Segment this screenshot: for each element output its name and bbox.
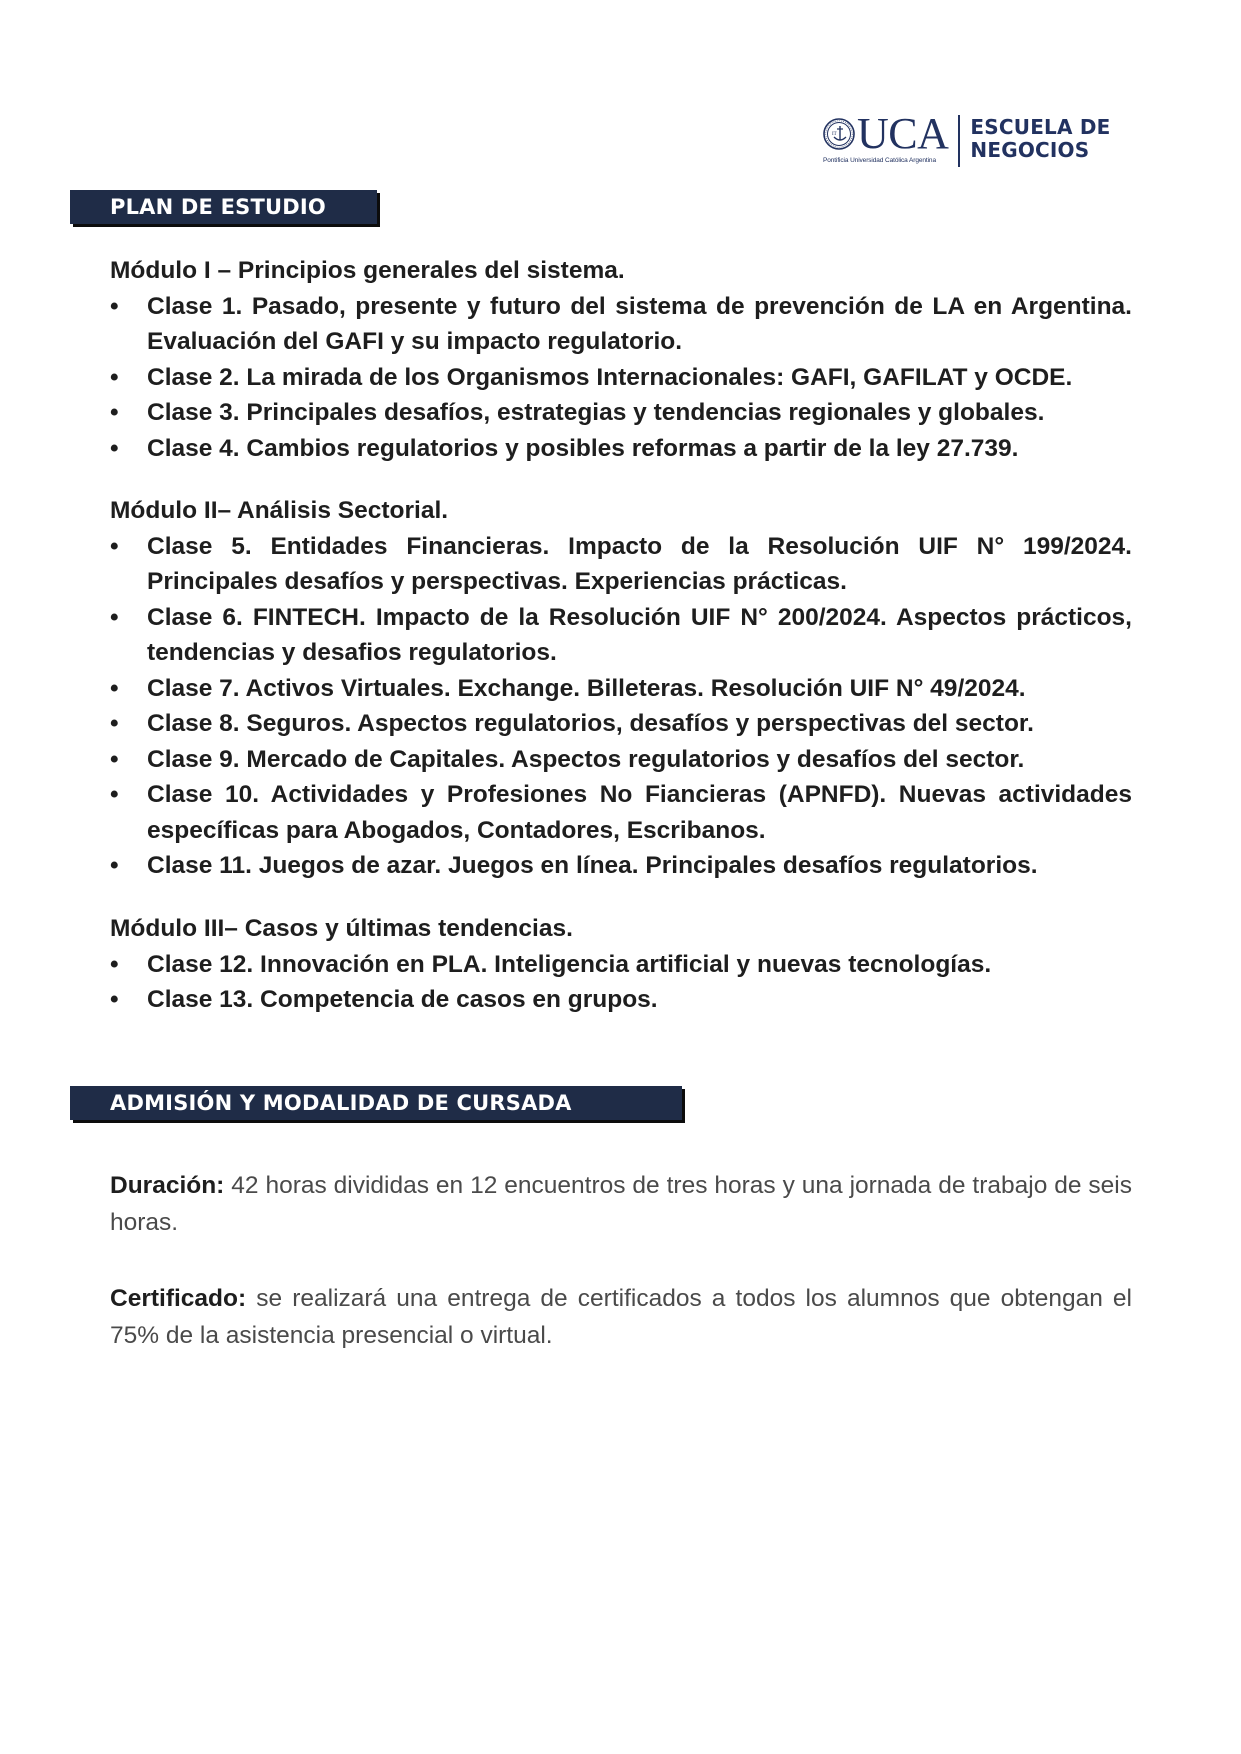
class-text: Clase 7. Activos Virtuales. Exchange. Billeteras. Resolución UIF N° 49/2024. xyxy=(147,674,1026,702)
class-text: Clase 6. FINTECH. Impacto de la Resolución UIF N° 200/2024. Aspectos prácticos, tendencias y desafios regulatorios. xyxy=(147,603,1132,666)
uca-wordmark: UCA xyxy=(857,109,949,158)
class-item xyxy=(110,360,1132,396)
class-item xyxy=(110,848,1132,884)
class-item xyxy=(110,706,1132,742)
university-name: Pontificia Universidad Católica Argentina xyxy=(823,157,936,164)
class-item xyxy=(110,742,1132,778)
class-list xyxy=(110,947,1132,1018)
class-item xyxy=(110,947,1132,983)
certificate-paragraph xyxy=(110,1280,1132,1354)
bullet-icon: • xyxy=(110,674,119,702)
class-text: Clase 4. Cambios regulatorios y posibles reformas a partir de la ley 27.739. xyxy=(147,434,1019,462)
school-name xyxy=(970,116,1110,162)
certificate-text: se realizará una entrega de certificados a todos los alumnos que obtengan el 75% de la asistencia presencial o virtual. xyxy=(110,1284,1132,1349)
bullet-icon: • xyxy=(110,434,119,462)
duration-label: Duración: xyxy=(110,1171,225,1199)
bullet-icon: • xyxy=(110,852,119,879)
school-name-line-2: NEGOCIOS xyxy=(970,138,1090,162)
class-text: Clase 5. Entidades Financieras. Impacto de la Resolución UIF N° 199/2024. Principales desafíos y perspectivas. Experiencias prácticas. xyxy=(147,532,1132,595)
class-item xyxy=(110,982,1132,1018)
bullet-icon: • xyxy=(110,781,119,808)
class-item xyxy=(110,529,1132,600)
module-title: Módulo I – Principios generales del sistema. xyxy=(110,257,625,284)
class-item xyxy=(110,671,1132,707)
section-header-plan-de-estudio: PLAN DE ESTUDIO xyxy=(70,190,377,224)
module-3 xyxy=(110,911,1132,1018)
certificate-label: Certificado: xyxy=(110,1284,247,1312)
logo-divider xyxy=(958,115,960,167)
bullet-icon: • xyxy=(110,710,119,737)
duration-text: 42 horas divididas en 12 encuentros de tres horas y una jornada de trabajo de seis horas. xyxy=(110,1171,1132,1236)
class-item xyxy=(110,395,1132,431)
uca-emblem-icon xyxy=(823,118,855,150)
bullet-icon: • xyxy=(110,986,119,1013)
class-text: Clase 13. Competencia de casos en grupos. xyxy=(147,986,658,1013)
class-list xyxy=(110,289,1132,467)
school-name-line-1: ESCUELA DE xyxy=(970,115,1111,139)
class-text: Clase 9. Mercado de Capitales. Aspectos regulatorios y desafíos del sector. xyxy=(147,745,1025,773)
bullet-icon: • xyxy=(110,532,119,560)
class-item xyxy=(110,431,1132,467)
class-item xyxy=(110,600,1132,671)
uca-logo xyxy=(823,109,949,164)
bullet-icon: • xyxy=(110,745,119,773)
class-text: Clase 12. Innovación en PLA. Inteligencia artificial y nuevas tecnologías. xyxy=(147,950,992,978)
class-text: Clase 1. Pasado, presente y futuro del sistema de prevención de LA en Argentina. Evaluación del GAFI y su impacto regulatorio. xyxy=(147,292,1132,355)
bullet-icon: • xyxy=(110,603,119,631)
class-text: Clase 11. Juegos de azar. Juegos en línea. Principales desafíos regulatorios. xyxy=(147,852,1038,879)
bullet-icon: • xyxy=(110,292,119,320)
bullet-icon: • xyxy=(110,363,119,391)
module-2 xyxy=(110,493,1132,884)
module-title: Módulo III– Casos y últimas tendencias. xyxy=(110,915,573,942)
class-text: Clase 3. Principales desafíos, estrategias y tendencias regionales y globales. xyxy=(147,399,1045,426)
class-text: Clase 8. Seguros. Aspectos regulatorios, desafíos y perspectivas del sector. xyxy=(147,710,1034,737)
class-text: Clase 10. Actividades y Profesiones No Fiancieras (APNFD). Nuevas actividades específicas para Abogados, Contadores, Escribanos. xyxy=(147,781,1132,844)
module-1 xyxy=(110,253,1132,466)
uca-logo-mark xyxy=(823,109,949,158)
module-title: Módulo II– Análisis Sectorial. xyxy=(110,497,449,524)
class-text: Clase 2. La mirada de los Organismos Internacionales: GAFI, GAFILAT y OCDE. xyxy=(147,363,1073,391)
class-list xyxy=(110,529,1132,884)
uca-business-school-logo xyxy=(823,109,1111,169)
section-header-admision: ADMISIÓN Y MODALIDAD DE CURSADA xyxy=(70,1086,682,1120)
bullet-icon: • xyxy=(110,399,119,426)
class-item xyxy=(110,289,1132,360)
bullet-icon: • xyxy=(110,950,119,978)
duration-paragraph xyxy=(110,1167,1132,1241)
class-item xyxy=(110,777,1132,848)
svg-text:IT: IT xyxy=(832,132,837,137)
